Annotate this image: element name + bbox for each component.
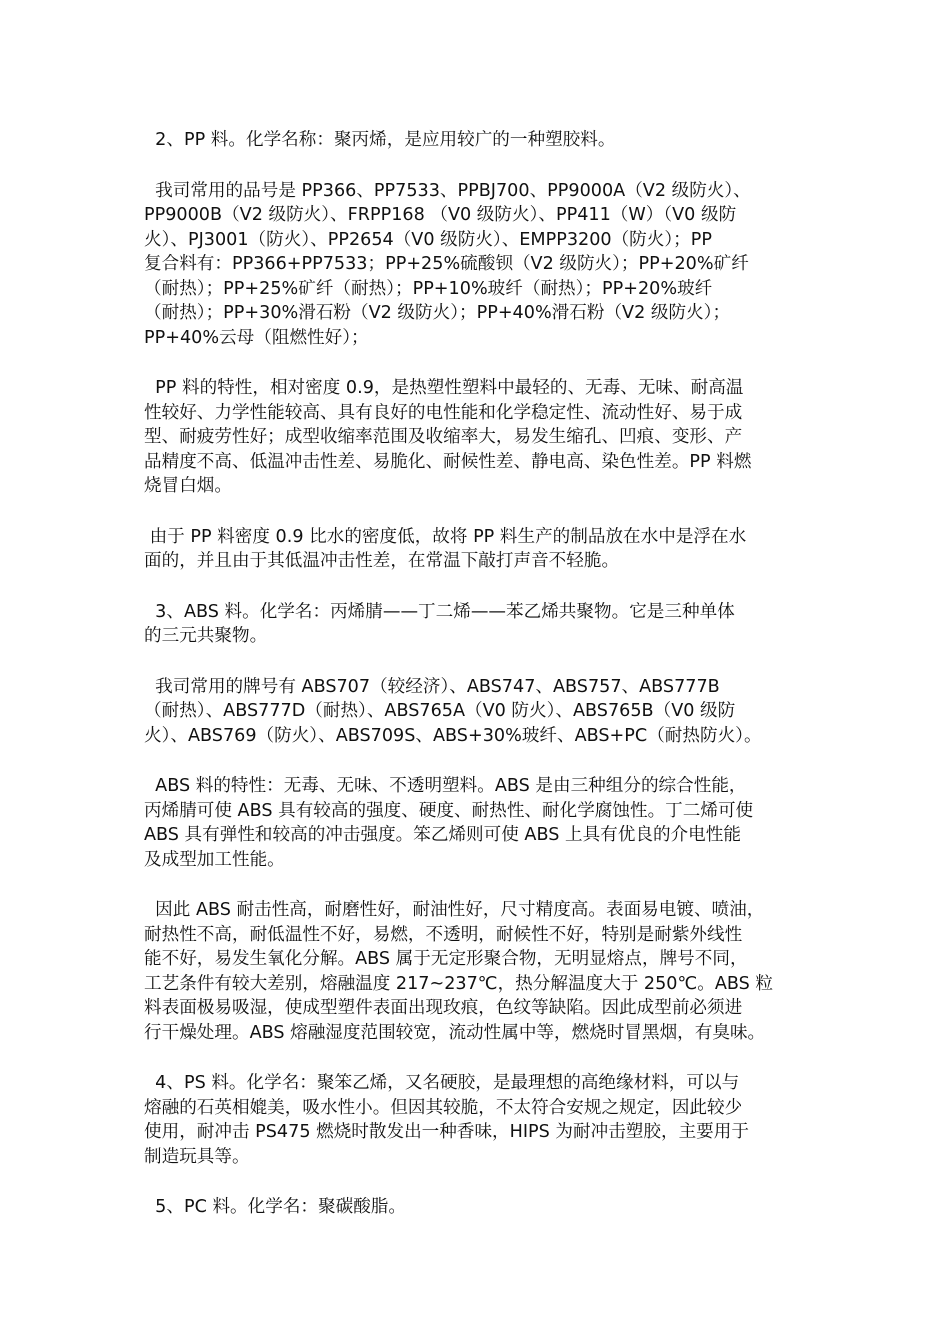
text-line: 由于 PP 料密度 0.9 比水的密度低，故将 PP 料生产的制品放在水中是浮在水 (144, 526, 747, 547)
text-line: 复合料有：PP366+PP7533；PP+25%硫酸钡（V2 级防火）；PP+20%矿纤 (144, 254, 749, 274)
text-line: PP 料的特性，相对密度 0.9，是热塑性塑料中最轻的、无毒、无味、耐高温 (144, 378, 744, 398)
text-line: PP+40%云母（阻燃性好）； (144, 327, 369, 348)
text-line: 型、耐疲劳性好；成型收缩率范围及收缩率大，易发生缩孔、凹痕、变形、产 (144, 427, 743, 447)
text-line: 4、PS 料。化学名：聚笨乙烯，又名硬胶，是最理想的高绝缘材料，可以与 (144, 1073, 740, 1093)
text-line: 烧冒白烟。 (144, 476, 232, 496)
text-line: PP9000B（V2 级防火）、FRPP168 （V0 级防火）、PP411（W）（V0 级防 (144, 205, 737, 225)
text-line: 工艺条件有较大差别，熔融温度 217~237℃，热分解温度大于 250℃。ABS 粒 (144, 973, 773, 994)
text-line: 制造玩具等。 (144, 1146, 250, 1167)
text-line: 因此 ABS 耐击性高，耐磨性好，耐油性好，尺寸精度高。表面易电镀、喷油， (144, 900, 765, 920)
paragraph-pp-density (144, 525, 824, 574)
text-line: （耐热）、ABS777D（耐热）、ABS765A（V0 防火）、ABS765B（V0 级防 (144, 701, 736, 721)
paragraph-pp-heading (144, 128, 824, 153)
text-line: 使用，耐冲击 PS475 燃烧时散发出一种香味，HIPS 为耐冲击塑胶，主要用于 (144, 1122, 749, 1142)
text-line: 行干燥处理。ABS 熔融湿度范围较宽，流动性属中等，燃烧时冒黑烟，有臭味。 (144, 1022, 766, 1043)
paragraph-abs-performance (144, 898, 824, 1045)
paragraph-pp-grades (144, 179, 824, 351)
text-line: 2、PP 料。化学名称：聚丙烯，是应用较广的一种塑胶料。 (144, 130, 616, 150)
paragraph-abs-properties (144, 774, 824, 872)
text-line: 我司常用的品号是 PP366、PP7533、PPBJ700、PP9000A（V2 级防火）、 (144, 180, 751, 201)
paragraph-abs-heading (144, 600, 824, 649)
text-line: （耐热）；PP+25%矿纤（耐热）；PP+10%玻纤（耐热）；PP+20%玻纤 (144, 278, 713, 299)
text-line: 性较好、力学性能较高、具有良好的电性能和化学稳定性、流动性好、易于成 (144, 402, 743, 423)
text-line: 火）、PJ3001（防火）、PP2654（V0 级防火）、EMPP3200（防火）；PP (144, 229, 712, 250)
text-line: ABS 具有弹性和较高的冲击强度。笨乙烯则可使 ABS 上具有优良的介电性能 (144, 825, 741, 845)
text-line: 火）、ABS769（防火）、ABS709S、ABS+30%玻纤、ABS+PC（耐热防火）。 (144, 725, 762, 746)
text-line: 我司常用的牌号有 ABS707（较经济）、ABS747、ABS757、ABS777B (144, 676, 720, 697)
text-line: 能不好，易发生氧化分解。ABS 属于无定形聚合物，无明显熔点，牌号不同， (144, 949, 748, 969)
text-line: 耐热性不高，耐低温性不好，易燃，不透明，耐候性不好，特别是耐紫外线性 (144, 924, 743, 945)
text-line: 熔融的石英相媲美，吸水性小。但因其较脆，不太符合安规之规定，因此较少 (144, 1097, 743, 1118)
text-line: 及成型加工性能。 (144, 849, 285, 870)
paragraph-pp-properties (144, 376, 824, 499)
text-line: 3、ABS 料。化学名：丙烯腈——丁二烯——苯乙烯共聚物。它是三种单体 (144, 601, 735, 622)
paragraph-ps (144, 1071, 824, 1169)
text-line: 丙烯腈可使 ABS 具有较高的强度、硬度、耐热性、耐化学腐蚀性。丁二烯可使 (144, 800, 754, 821)
paragraph-pc-heading (144, 1195, 824, 1220)
paragraph-abs-grades (144, 675, 824, 749)
text-line: （耐热）；PP+30%滑石粉（V2 级防火）；PP+40%滑石粉（V2 级防火）； (144, 303, 731, 323)
text-line: ABS 料的特性：无毒、无味、不透明塑料。ABS 是由三种组分的综合性能， (144, 776, 747, 796)
document-body (144, 128, 824, 1246)
text-line: 的三元共聚物。 (144, 626, 268, 646)
text-line: 料表面极易吸湿，使成型塑件表面出现玫痕，色纹等缺陷。因此成型前必须进 (144, 998, 743, 1018)
text-line: 品精度不高、低温冲击性差、易脆化、耐候性差、静电高、染色性差。PP 料燃 (144, 451, 752, 472)
text-line: 面的，并且由于其低温冲击性差，在常温下敲打声音不轻脆。 (144, 551, 620, 571)
text-line: 5、PC 料。化学名：聚碳酸脂。 (144, 1197, 406, 1217)
